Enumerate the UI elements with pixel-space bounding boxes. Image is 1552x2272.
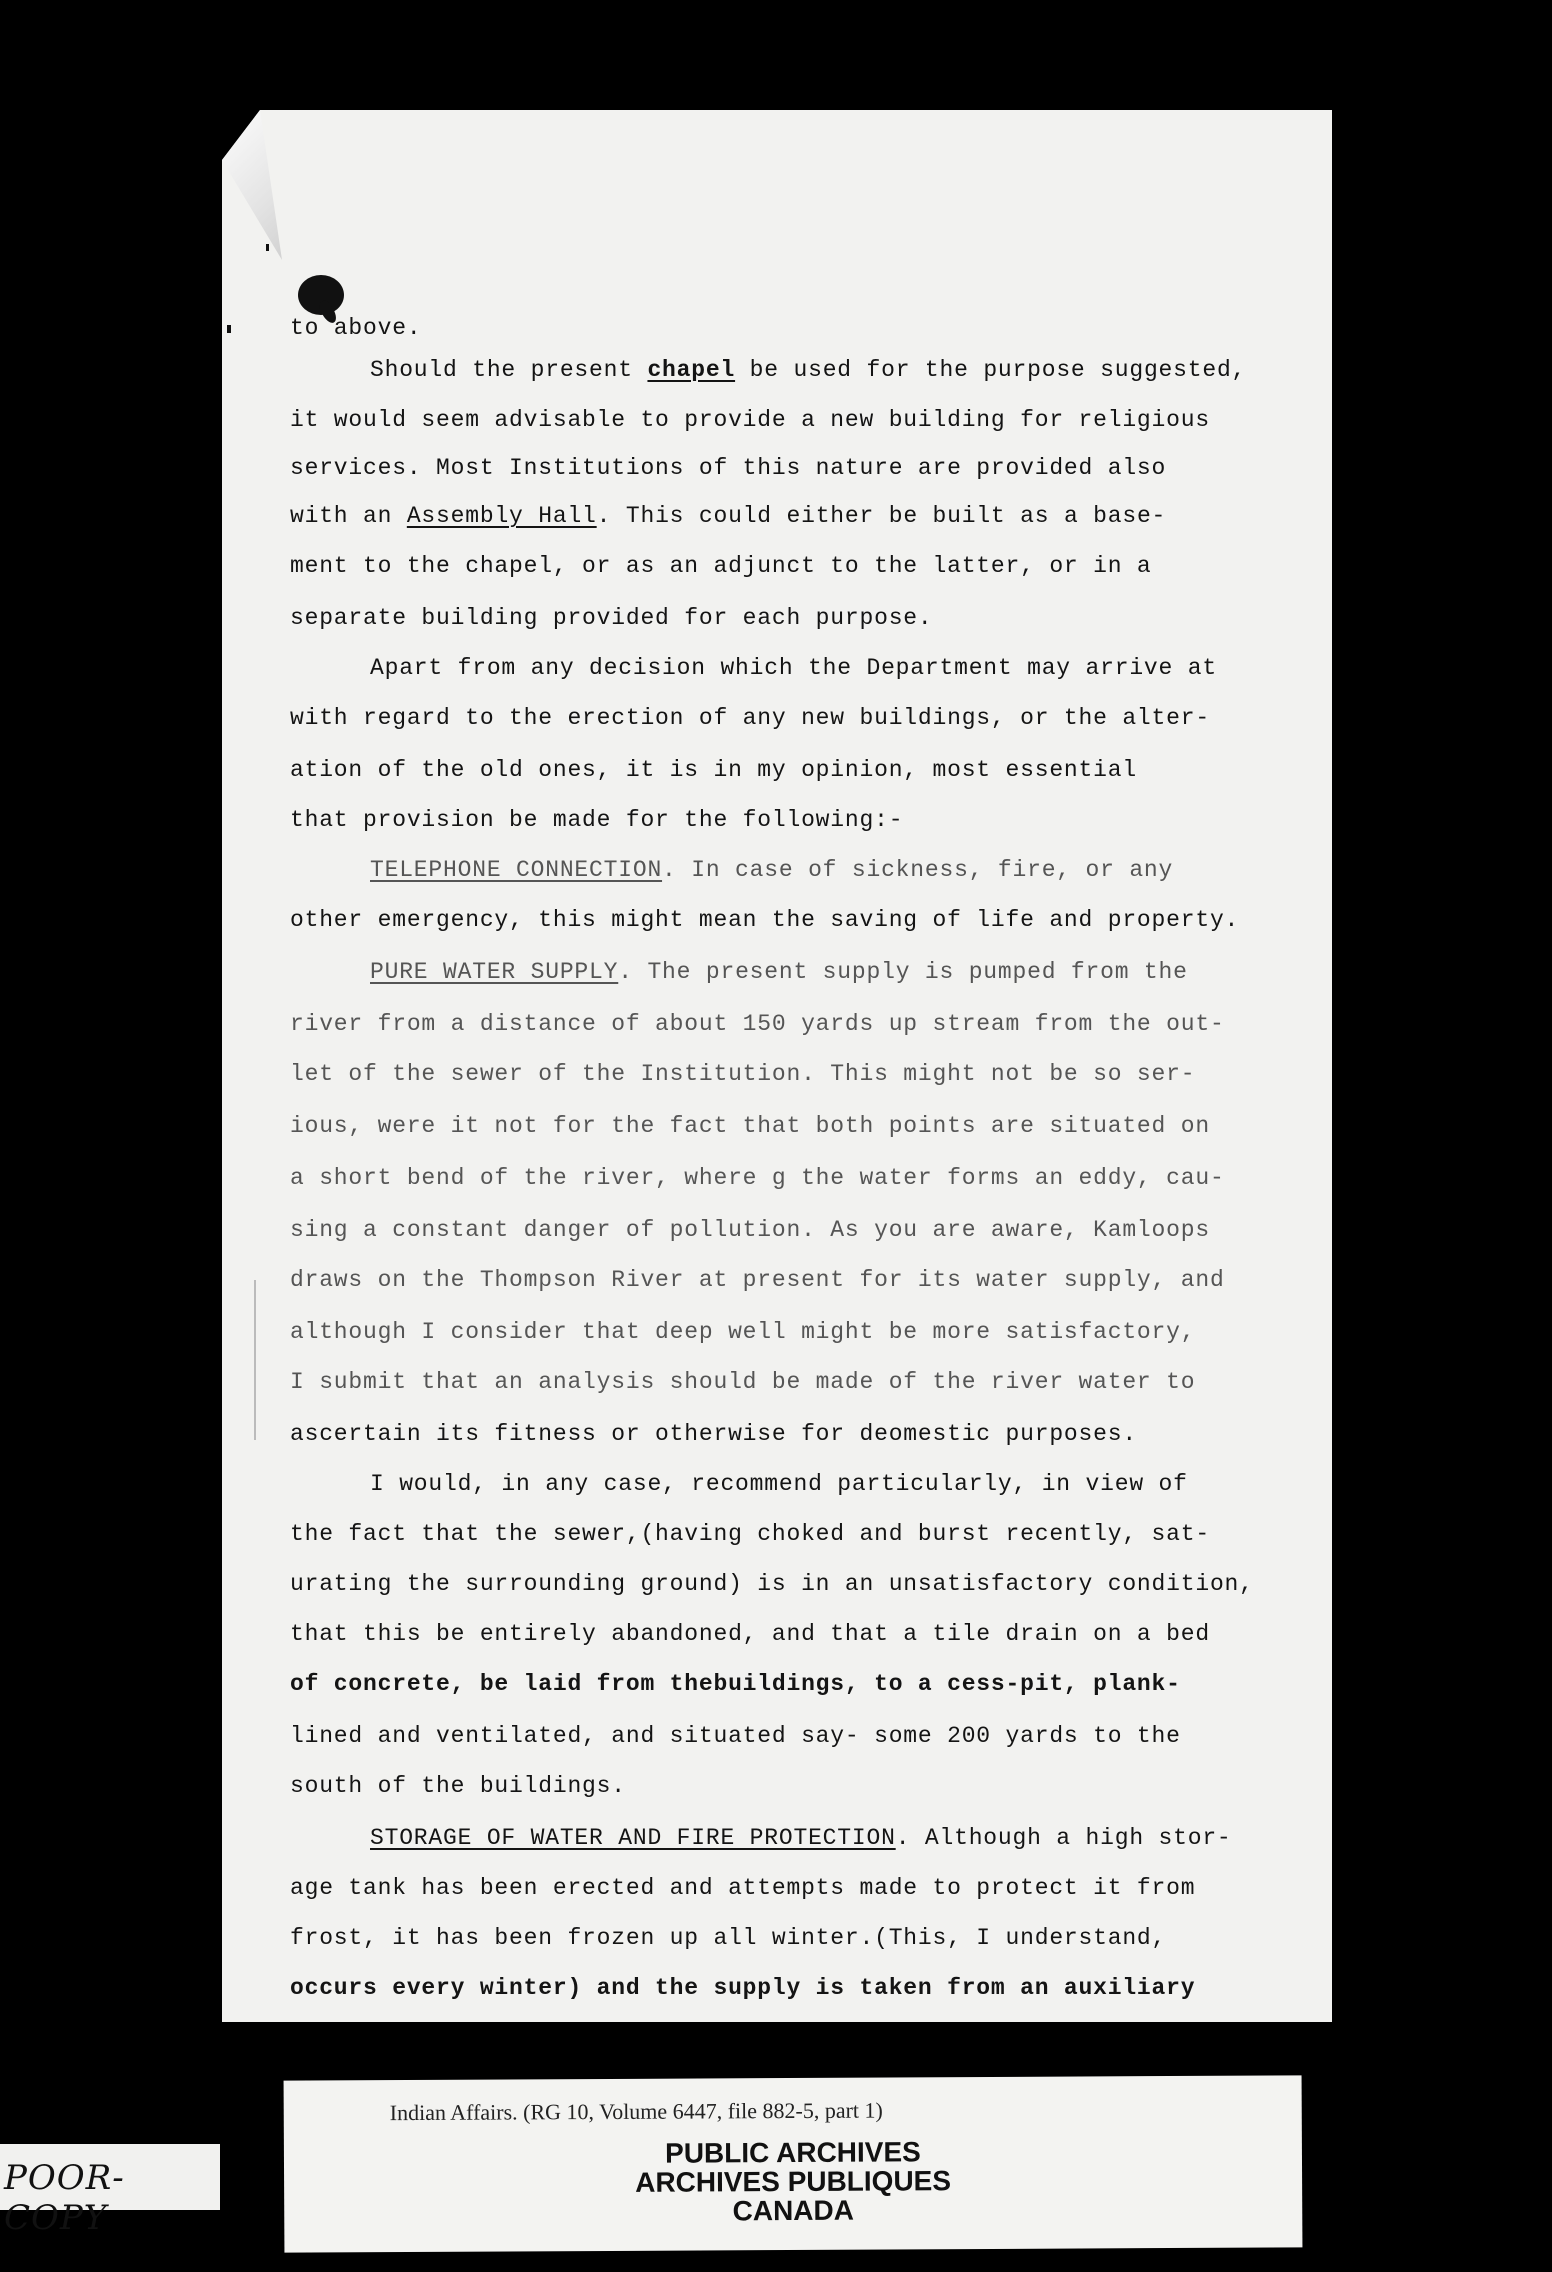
underlined-term: Assembly Hall	[406, 503, 597, 529]
text-line: age tank has been erected and attempts made to protect it from	[290, 1875, 1196, 1901]
text-line: south of the buildings.	[290, 1773, 626, 1799]
archive-name-english: PUBLIC ARCHIVES	[665, 2136, 921, 2169]
text-line: with an Assembly Hall. This could either be built as a base-	[290, 503, 1167, 529]
ink-speck	[227, 325, 231, 333]
text-line: ious, were it not for the fact that both points are situated on	[290, 1113, 1210, 1139]
text-line: services. Most Institutions of this nature are provided also	[290, 455, 1167, 481]
text-line: that provision be made for the following:-	[290, 807, 904, 833]
margin-mark	[254, 1280, 256, 1440]
text-line: lined and ventilated, and situated say- some 200 yards to the	[290, 1723, 1181, 1749]
archive-reference: Indian Affairs. (RG 10, Volume 6447, file 882-5, part 1)	[389, 2097, 883, 2126]
text-line: with regard to the erection of any new buildings, or the alter-	[290, 705, 1210, 731]
text-line: PURE WATER SUPPLY. The present supply is pumped from the	[370, 959, 1188, 985]
text-line: to above.	[290, 315, 422, 341]
text-line: Apart from any decision which the Department may arrive at	[370, 655, 1217, 681]
text-line: draws on the Thompson River at present for its water supply, and	[290, 1267, 1225, 1293]
section-heading: TELEPHONE CONNECTION	[370, 857, 663, 883]
text-line: sing a constant danger of pollution. As you are aware, Kamloops	[290, 1217, 1210, 1243]
underlined-term: chapel	[647, 357, 736, 383]
text-line: Should the present chapel be used for the purpose suggested,	[370, 357, 1247, 383]
text-line: the fact that the sewer,(having choked and burst recently, sat-	[290, 1521, 1210, 1547]
text-line: STORAGE OF WATER AND FIRE PROTECTION. Although a high stor-	[370, 1825, 1232, 1851]
text-line: that this be entirely abandoned, and that a tile drain on a bed	[290, 1621, 1210, 1647]
text-line: separate building provided for each purpose.	[290, 605, 933, 631]
text-line: ation of the old ones, it is in my opinion, most essential	[290, 757, 1137, 783]
text-line: urating the surrounding ground) is in an unsatisfactory condition,	[290, 1571, 1254, 1597]
text-line: river from a distance of about 150 yards up stream from the out-	[290, 1011, 1225, 1037]
section-heading: STORAGE OF WATER AND FIRE PROTECTION	[370, 1825, 896, 1851]
text-line: a short bend of the river, where g the water forms an eddy, cau-	[290, 1165, 1225, 1191]
text-line: ment to the chapel, or as an adjunct to the latter, or in a	[290, 553, 1152, 579]
text-line: it would seem advisable to provide a new building for religious	[290, 407, 1210, 433]
poor-copy-text: POOR-COPY	[4, 2158, 125, 2238]
text-line: although I consider that deep well might be more satisfactory,	[290, 1319, 1196, 1345]
text-line: let of the sewer of the Institution. This might not be so ser-	[290, 1061, 1196, 1087]
ink-speck	[266, 244, 269, 251]
poor-copy-stamp	[0, 2144, 220, 2238]
text-line: ascertain its fitness or otherwise for deomestic purposes.	[290, 1421, 1137, 1447]
text-line: I submit that an analysis should be made of the river water to	[290, 1369, 1196, 1395]
archive-label-card	[284, 2075, 1303, 2252]
section-heading: PURE WATER SUPPLY	[370, 959, 619, 985]
text-line: frost, it has been frozen up all winter.(This, I understand,	[290, 1925, 1167, 1951]
archive-country: CANADA	[732, 2194, 854, 2227]
text-line: of concrete, be laid from thebuildings, to a cess-pit, plank-	[290, 1671, 1181, 1697]
text-line: I would, in any case, recommend particularly, in view of	[370, 1471, 1188, 1497]
text-line: occurs every winter) and the supply is taken from an auxiliary	[290, 1975, 1196, 2001]
text-line: other emergency, this might mean the saving of life and property.	[290, 907, 1240, 933]
text-line: TELEPHONE CONNECTION. In case of sickness, fire, or any	[370, 857, 1174, 883]
archive-name-french: ARCHIVES PUBLIQUES	[635, 2165, 952, 2198]
